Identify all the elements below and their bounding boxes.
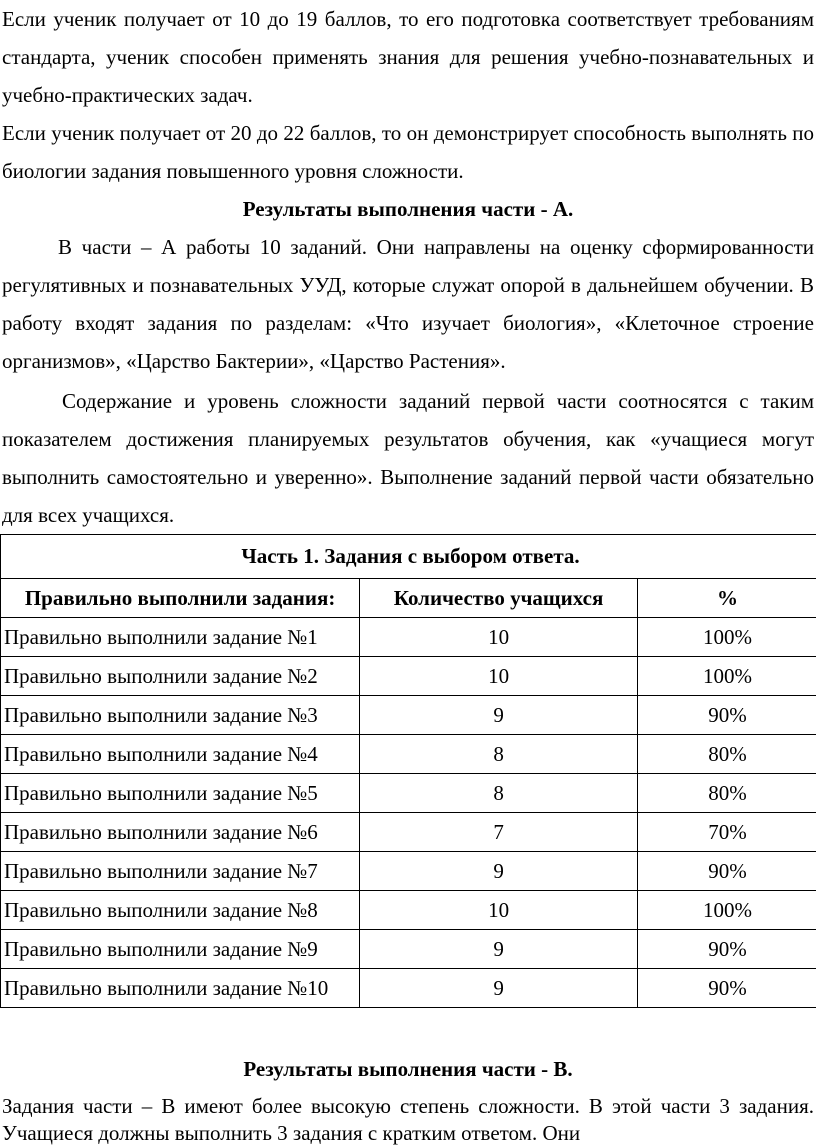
table-caption-row — [1, 535, 816, 579]
cell-task: Правильно выполнили задание №6 — [1, 813, 360, 852]
cell-percent: 90% — [637, 930, 816, 969]
cell-percent: 70% — [637, 813, 816, 852]
cell-percent: 90% — [637, 696, 816, 735]
cell-task: Правильно выполнили задание №10 — [1, 969, 360, 1008]
cell-students: 8 — [360, 774, 638, 813]
table-row — [1, 657, 816, 696]
cell-task: Правильно выполнили задание №2 — [1, 657, 360, 696]
cell-students: 10 — [360, 891, 638, 930]
cell-percent: 80% — [637, 774, 816, 813]
header-percent: % — [637, 579, 816, 618]
cell-students: 7 — [360, 813, 638, 852]
cell-task: Правильно выполнили задание №4 — [1, 735, 360, 774]
table-row — [1, 696, 816, 735]
table-row — [1, 813, 816, 852]
paragraph-score-20-22: Если ученик получает от 20 до 22 баллов, то он демонстрирует способность выполнять по биологии задания повышенного уровня сложности. — [2, 121, 814, 183]
table-header-row — [1, 579, 816, 618]
table-caption: Часть 1. Задания с выбором ответа. — [1, 535, 816, 579]
heading-part-b: Результаты выполнения части - В. — [243, 1057, 573, 1081]
cell-percent: 100% — [637, 657, 816, 696]
cell-percent: 90% — [637, 852, 816, 891]
cell-students: 9 — [360, 930, 638, 969]
heading-part-a: Результаты выполнения части - А. — [242, 197, 574, 221]
cell-students: 8 — [360, 735, 638, 774]
cell-students: 9 — [360, 852, 638, 891]
paragraph-part-a-description: В части – А работы 10 заданий. Они направлены на оценку сформированности регулятивных и познавательных УУД, которые служат опорой в дальнейшем обучении. В работу входят задания по разделам: «Что изучает биология», «Клеточное строение организмов», «Царство Бактерии», «Царство Растения». — [2, 235, 814, 373]
table-row — [1, 891, 816, 930]
table-row — [1, 774, 816, 813]
cell-task: Правильно выполнили задание №5 — [1, 774, 360, 813]
cell-students: 9 — [360, 696, 638, 735]
table-row — [1, 852, 816, 891]
cell-task: Правильно выполнили задание №7 — [1, 852, 360, 891]
table-row — [1, 618, 816, 657]
results-table — [0, 534, 816, 1008]
cell-task: Правильно выполнили задание №9 — [1, 930, 360, 969]
table-row — [1, 930, 816, 969]
table-row — [1, 735, 816, 774]
paragraph-part-b-description: Задания части – В имеют более высокую степень сложности. В этой части 3 задания. Учащиеся должны выполнить 3 задания с кратким ответом. Они — [2, 1094, 814, 1145]
cell-percent: 100% — [637, 891, 816, 930]
cell-students: 10 — [360, 618, 638, 657]
header-task: Правильно выполнили задания: — [1, 579, 360, 618]
cell-task: Правильно выполнили задание №8 — [1, 891, 360, 930]
header-students: Количество учащихся — [360, 579, 638, 618]
cell-percent: 80% — [637, 735, 816, 774]
cell-students: 9 — [360, 969, 638, 1008]
cell-students: 10 — [360, 657, 638, 696]
cell-percent: 90% — [637, 969, 816, 1008]
cell-task: Правильно выполнили задание №1 — [1, 618, 360, 657]
table-row — [1, 969, 816, 1008]
cell-percent: 100% — [637, 618, 816, 657]
paragraph-score-10-19: Если ученик получает от 10 до 19 баллов, то его подготовка соответствует требованиям стандарта, ученик способен применять знания для решения учебно-познавательных и учебно-практических задач. — [2, 7, 814, 107]
cell-task: Правильно выполнили задание №3 — [1, 696, 360, 735]
paragraph-part-a-content: Содержание и уровень сложности заданий первой части соотносятся с таким показателем достижения планируемых результатов обучения, как «учащиеся могут выполнить самостоятельно и уверенно». Выполнение заданий первой части обязательно для всех учащихся. — [2, 389, 814, 527]
